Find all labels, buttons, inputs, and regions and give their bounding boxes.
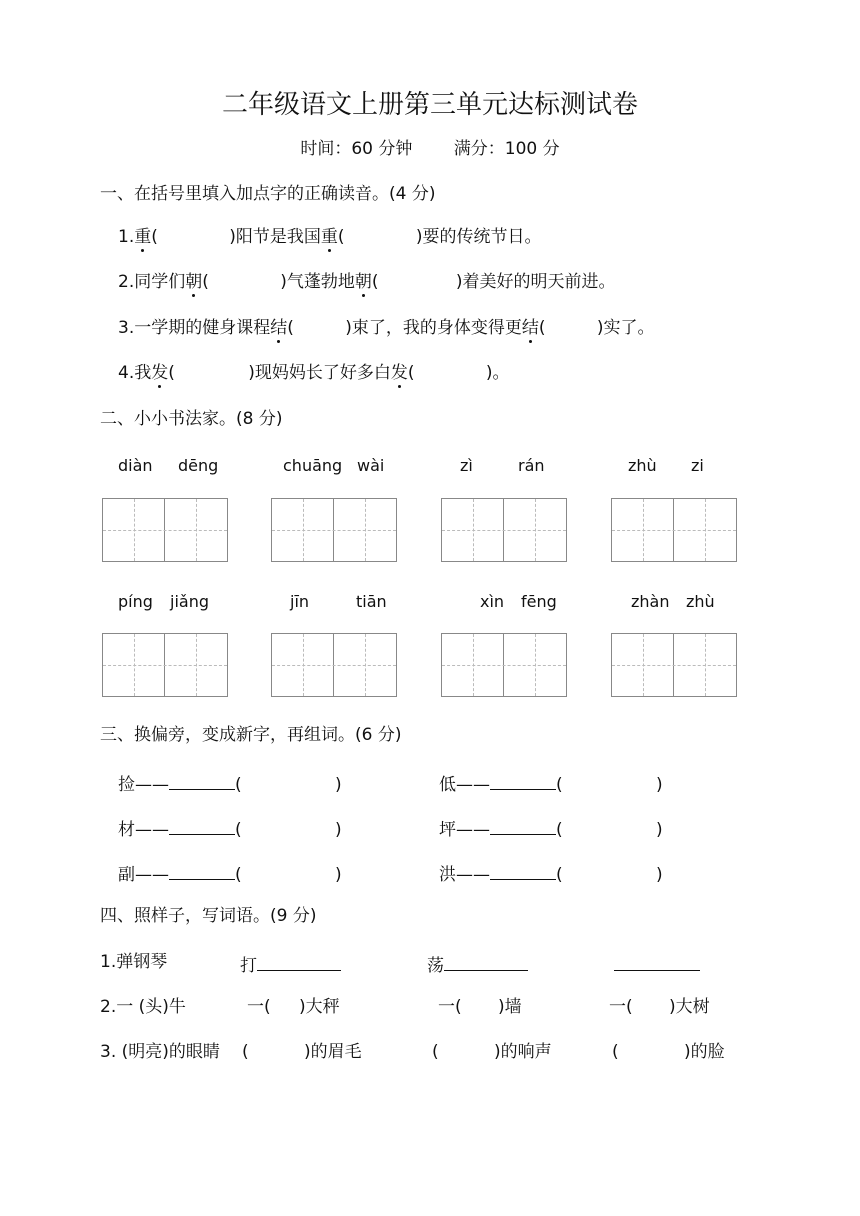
- writing-grid[interactable]: [611, 498, 737, 562]
- dotted-char: 重: [134, 227, 152, 247]
- pinyin: jiǎng: [170, 592, 209, 611]
- section-3-heading: 三、换偏旁，变成新字，再组词。(6 分): [100, 725, 402, 745]
- pinyin: píng: [118, 592, 153, 611]
- pinyin: zhù: [628, 456, 657, 475]
- exam-info: [0, 141, 860, 158]
- writing-grid[interactable]: [271, 498, 397, 562]
- answer-paren[interactable]: 一(: [438, 997, 462, 1017]
- answer-blank[interactable]: [444, 954, 528, 971]
- answer-blank[interactable]: [169, 773, 235, 790]
- dotted-char: 朝: [354, 272, 372, 292]
- answer-paren[interactable]: (: [151, 227, 158, 247]
- phrase-item: 打: [240, 954, 341, 975]
- question-1-3: 3.一学期的健身课程结( )束了，我的身体变得更结( )实了。: [118, 318, 655, 338]
- section-1-heading: 一、在括号里填入加点字的正确读音。(4 分): [100, 184, 436, 204]
- dotted-char: 结: [521, 318, 539, 338]
- pinyin: dēng: [178, 456, 219, 475]
- writing-grid[interactable]: [611, 633, 737, 697]
- writing-grid[interactable]: [441, 498, 567, 562]
- pinyin: diàn: [118, 456, 153, 475]
- pinyin: zhù: [686, 592, 715, 611]
- radical-row: 洪—— ( ): [439, 865, 663, 885]
- example-phrase: 1.弹钢琴: [100, 952, 168, 972]
- measure-item: 一( )大秤: [247, 997, 340, 1017]
- full-score: 满分：100 分: [453, 139, 560, 159]
- writing-grid[interactable]: [441, 633, 567, 697]
- radical-row: 低—— ( ): [439, 775, 663, 795]
- pinyin: rán: [518, 456, 545, 475]
- measure-item: 一( )大树: [609, 997, 710, 1017]
- pinyin: fēng: [521, 592, 557, 611]
- answer-blank[interactable]: [169, 863, 235, 880]
- answer-paren[interactable]: (: [612, 1042, 619, 1062]
- writing-grid[interactable]: [102, 633, 228, 697]
- answer-paren[interactable]: 一(: [609, 997, 633, 1017]
- dotted-char: 重: [320, 227, 338, 247]
- pinyin: jīn: [290, 592, 310, 611]
- pinyin: wài: [357, 456, 385, 475]
- radical-row: 捡—— ( ): [118, 775, 342, 795]
- dotted-char: 朝: [185, 272, 203, 292]
- answer-blank[interactable]: [490, 863, 556, 880]
- writing-grid[interactable]: [271, 633, 397, 697]
- answer-paren[interactable]: (: [337, 227, 345, 247]
- pinyin: zì: [460, 456, 473, 475]
- question-1-2: 2.同学们朝( )气蓬勃地朝( )着美好的明天前进。: [118, 272, 616, 292]
- pinyin: xìn: [480, 592, 505, 611]
- adjective-item: ( )的响声: [432, 1042, 552, 1062]
- pinyin: tiān: [356, 592, 387, 611]
- answer-blank[interactable]: [490, 773, 556, 790]
- pinyin: zi: [691, 456, 704, 475]
- answer-paren[interactable]: 一(: [247, 997, 271, 1017]
- question-1-1: 1.重( )阳节是我国重( )要的传统节日。: [118, 227, 542, 247]
- phrase-item: 荡: [427, 954, 528, 975]
- pinyin: chuāng: [283, 456, 343, 475]
- answer-blank[interactable]: [490, 818, 556, 835]
- writing-grid[interactable]: [102, 498, 228, 562]
- phrase-item: [614, 954, 700, 975]
- pinyin: zhàn: [631, 592, 670, 611]
- measure-item: 一( )墙: [438, 997, 522, 1017]
- measure-example: 2.一 (头)牛: [100, 997, 186, 1017]
- answer-paren[interactable]: (: [202, 272, 209, 292]
- time-limit: 时间：60 分钟: [300, 139, 413, 159]
- section-2-heading: 二、小小书法家。(8 分): [100, 409, 283, 429]
- answer-paren[interactable]: (: [371, 272, 379, 292]
- section-4-heading: 四、照样子，写词语。(9 分): [100, 906, 317, 926]
- adjective-item: ( )的眉毛: [242, 1042, 362, 1062]
- answer-paren[interactable]: (: [538, 318, 546, 338]
- answer-paren[interactable]: (: [287, 318, 294, 338]
- dotted-char: 结: [270, 318, 288, 338]
- radical-row: 副—— ( ): [118, 865, 342, 885]
- adjective-example: 3. (明亮)的眼睛: [100, 1042, 220, 1062]
- answer-blank[interactable]: [614, 954, 700, 971]
- answer-blank[interactable]: [169, 818, 235, 835]
- dotted-char: 发: [151, 363, 169, 383]
- adjective-item: ( )的脸: [612, 1042, 725, 1062]
- dotted-char: 发: [390, 363, 408, 383]
- answer-paren[interactable]: (: [407, 363, 415, 383]
- question-1-4: 4.我发( )现妈妈长了好多白发( )。: [118, 363, 510, 383]
- answer-paren[interactable]: (: [432, 1042, 439, 1062]
- answer-paren[interactable]: (: [242, 1042, 249, 1062]
- answer-paren[interactable]: (: [168, 363, 175, 383]
- radical-row: 坪—— ( ): [439, 820, 663, 840]
- radical-row: 材—— ( ): [118, 820, 342, 840]
- answer-blank[interactable]: [257, 954, 341, 971]
- page-title: 二年级语文上册第三单元达标测试卷: [221, 90, 638, 120]
